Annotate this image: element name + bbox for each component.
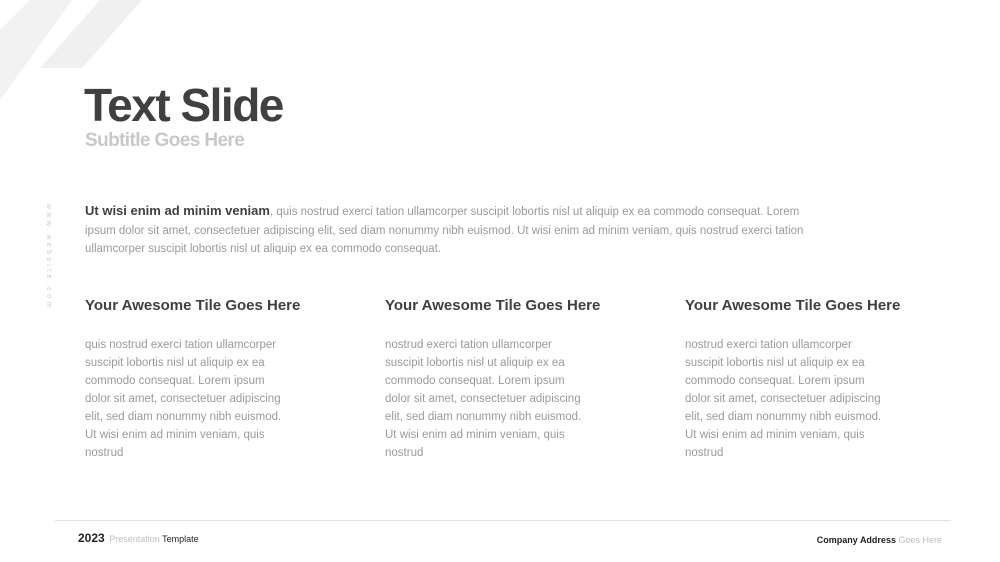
tile-body: quis nostrud exerci tation ullamcorper suscipit lobortis nisl ut aliquip ex ea commodo consequat. Lorem ipsum dolor sit amet, consectetuer adipiscing elit, sed diam nonummy nibh euismod. Ut wisi enim ad minim veniam, quis nostrud [85, 339, 282, 459]
footer-divider [55, 520, 951, 521]
tile-2 [385, 296, 645, 462]
tile-heading: Your Awesome Tile Goes Here [385, 297, 601, 314]
footer-presentation: Presentation [109, 534, 160, 544]
slide-subtitle: Subtitle Goes Here [85, 130, 245, 151]
intro-paragraph [85, 202, 825, 259]
tile-1 [85, 296, 345, 462]
intro-body: , quis nostrud exerci tation ullamcorper suscipit lobortis nisl ut aliquip ex ea commodo consequat. Lorem ipsum dolor sit amet, consectetuer adipiscing elit, sed diam nonummy nibh euismod. Ut wisi enim ad minim veniam, quis nostrud exerci tation ullamcorper suscipit lobortis nisl ut aliquip ex ea commodo consequat. [85, 206, 804, 255]
tile-3 [685, 296, 945, 462]
tile-heading: Your Awesome Tile Goes Here [85, 297, 301, 314]
footer-year: 2023 [78, 531, 105, 545]
footer-template: Template [162, 534, 199, 544]
tile-heading: Your Awesome Tile Goes Here [685, 297, 901, 314]
footer-company-address: Company Address [816, 535, 896, 545]
side-website-text: www.website.com [45, 204, 52, 311]
tile-body: nostrud exerci tation ullamcorper suscipit lobortis nisl ut aliquip ex ea commodo consequat. Lorem ipsum dolor sit amet, consectetuer adipiscing elit, sed diam nonummy nibh euismod. Ut wisi enim ad minim veniam, quis nostrud [685, 339, 882, 459]
footer-right [817, 533, 942, 547]
tile-body: nostrud exerci tation ullamcorper suscipit lobortis nisl ut aliquip ex ea commodo consequat. Lorem ipsum dolor sit amet, consectetuer adipiscing elit, sed diam nonummy nibh euismod. Ut wisi enim ad minim veniam, quis nostrud [385, 339, 582, 459]
footer-left [78, 531, 199, 546]
slide-title: Text Slide [84, 79, 283, 131]
intro-lead: Ut wisi enim ad minim veniam [85, 203, 270, 218]
footer-goes-here: Goes Here [898, 535, 942, 545]
